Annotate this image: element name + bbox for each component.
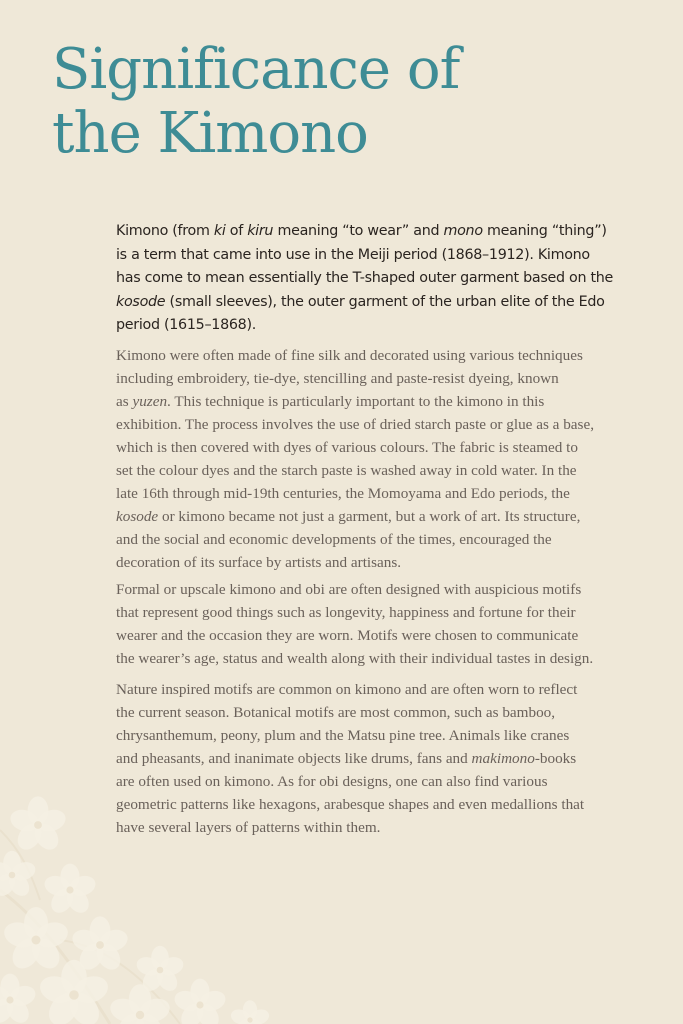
p3-line: Nature inspired motifs are common on kimono and are often worn to reflect — [116, 681, 578, 698]
p1-line: and the social and economic developments of the times, encouraged the — [116, 531, 552, 548]
lead-paragraph — [116, 220, 636, 338]
p3-line: have several layers of patterns within them. — [116, 819, 381, 836]
lead-line-3: has come to mean essentially the T-shaped outer garment based on the — [116, 270, 614, 286]
term-mono: mono — [443, 223, 483, 239]
p1-line: late 16th through mid-19th centuries, the Momoyama and Edo periods, the — [116, 485, 570, 502]
title-line-2: the Kimono — [52, 101, 368, 166]
term-kiru: kiru — [247, 223, 274, 239]
body-text: and pheasants, and inanimate objects like drums, fans and — [116, 750, 472, 767]
p2-line: that represent good things such as longevity, happiness and fortune for their — [116, 604, 576, 621]
body-paragraph-2 — [116, 578, 636, 670]
lead-line-2: is a term that came into use in the Meiji period (1868–1912). Kimono — [116, 246, 590, 263]
p1-line: which is then covered with dyes of various colours. The fabric is steamed to — [116, 439, 578, 456]
body-paragraph-3 — [116, 678, 636, 839]
p1-line: exhibition. The process involves the use of dried starch paste or glue as a base, — [116, 416, 594, 433]
p2-line: the wearer’s age, status and wealth along with their individual tastes in design. — [116, 650, 594, 667]
lead-text: meaning “thing”) — [482, 223, 607, 239]
p3-line: chrysanthemum, peony, plum and the Matsu pine tree. Animals like cranes — [116, 727, 570, 744]
page-title — [52, 38, 652, 166]
lead-line-4 — [116, 291, 636, 315]
lead-text: of — [225, 223, 248, 239]
body-text: -books — [534, 750, 577, 767]
term-yuzen: yuzen — [132, 393, 168, 410]
lead-line-1 — [116, 220, 636, 244]
body-paragraph-1 — [116, 344, 636, 574]
title-line-1: Significance of — [52, 37, 460, 102]
term-ki: ki — [213, 223, 226, 239]
term-kosode: kosode — [116, 508, 159, 525]
lead-text: Kimono (from — [116, 223, 214, 239]
term-makimono: makimono — [471, 750, 535, 767]
p2-line: Formal or upscale kimono and obi are often designed with auspicious motifs — [116, 581, 582, 598]
p3-line: geometric patterns like hexagons, arabesque shapes and even medallions that — [116, 796, 585, 813]
body-text: . This technique is particularly important to the kimono in this — [167, 393, 545, 410]
p1-line — [116, 390, 636, 413]
p3-line: are often used on kimono. As for obi designs, one can also find various — [116, 773, 548, 790]
lead-text: meaning “to wear” and — [273, 223, 444, 239]
p3-line: the current season. Botanical motifs are most common, such as bamboo, — [116, 704, 556, 721]
lead-text: (small sleeves), the outer garment of the urban elite of the Edo — [165, 293, 605, 310]
term-kosode: kosode — [116, 293, 166, 310]
p2-line: wearer and the occasion they are worn. Motifs were chosen to communicate — [116, 627, 579, 644]
body-text: as — [116, 393, 133, 410]
p1-line: Kimono were often made of fine silk and decorated using various techniques — [116, 347, 583, 364]
body-text: or kimono became not just a garment, but a work of art. Its structure, — [158, 508, 581, 525]
p1-line: set the colour dyes and the starch paste is washed away in cold water. In the — [116, 462, 577, 479]
lead-line-5: period (1615–1868). — [116, 317, 257, 333]
p3-line — [116, 747, 636, 770]
p1-line — [116, 505, 636, 528]
p1-line: decoration of its surface by artists and artisans. — [116, 554, 402, 571]
p1-line: including embroidery, tie-dye, stencilling and paste-resist dyeing, known — [116, 370, 559, 387]
